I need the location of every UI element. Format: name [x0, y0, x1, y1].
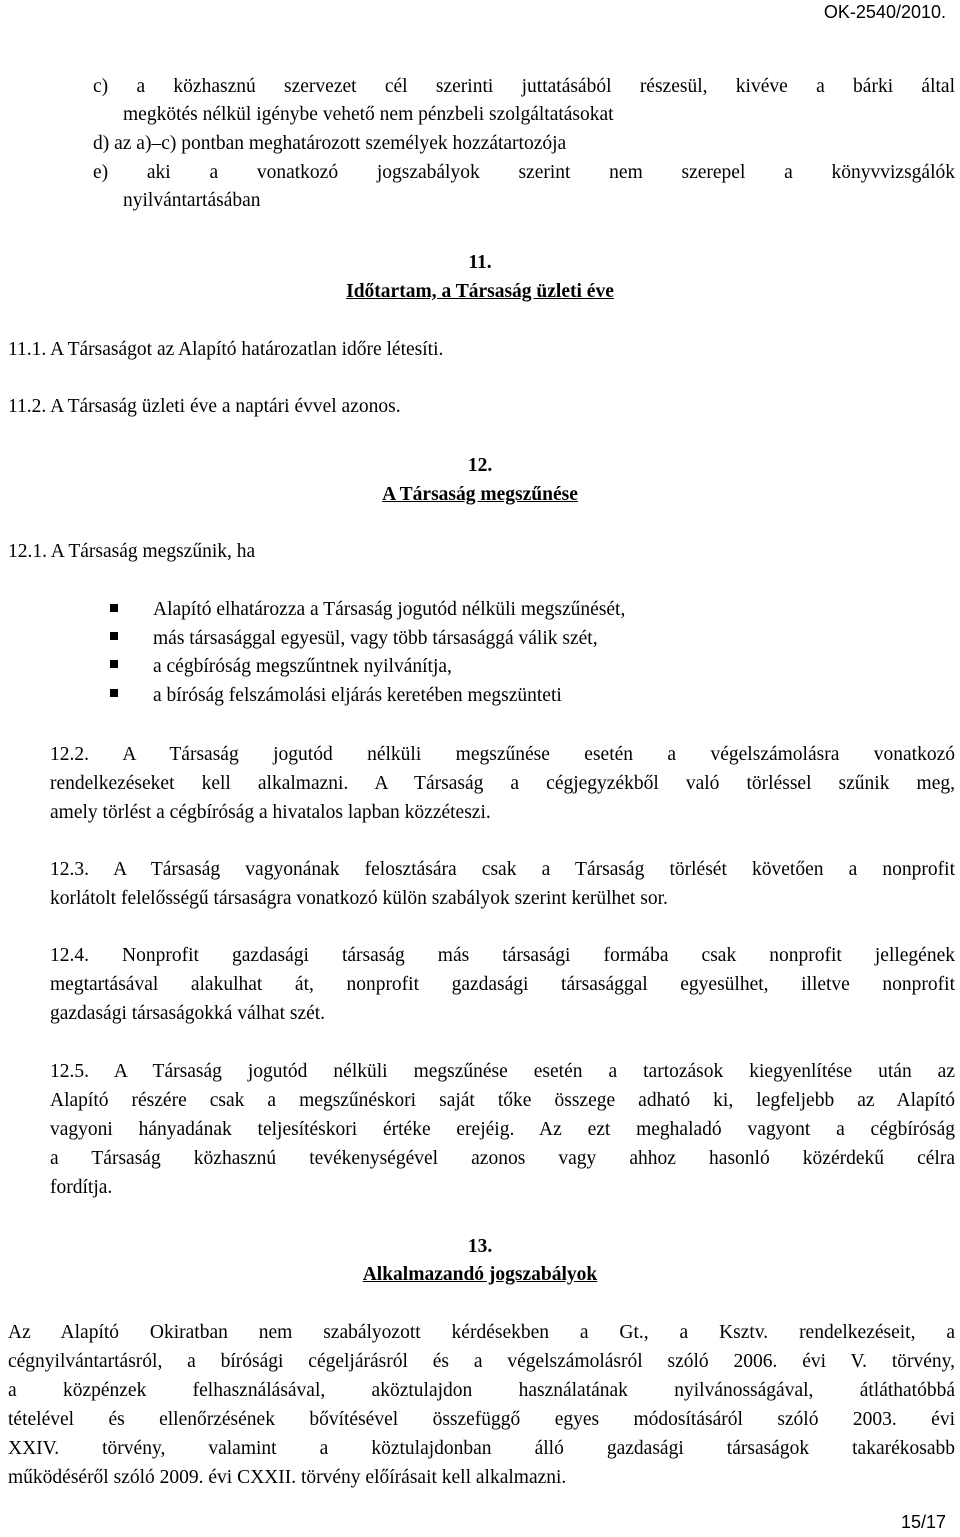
list-item-c-line2: megkötés nélkül igénybe vehető nem pénzbeli szolgáltatásokat [123, 104, 614, 125]
paragraph-13-line: működéséről szóló 2009. évi CXXII. törvény előírásait kell alkalmazni. [8, 1467, 567, 1488]
section-12-number: 12. [467, 455, 493, 476]
bullet-square-icon [110, 604, 118, 612]
paragraph-12-3-line: 12.3. A Társaság vagyonának felosztására csak a Társaság törlését követően a nonprofit [50, 859, 955, 880]
paragraph-12-5-line: Alapító részére csak a megszűnéskori saját tőke összege adható ki, legfeljebb az Alapító [50, 1090, 955, 1111]
page-number: 15/17 [900, 1512, 946, 1532]
bullet-item: a cégbíróság megszűntnek nyilvánítja, [153, 656, 452, 677]
paragraph-12-4-line: megtartásával alakulhat át, nonprofit gazdasági társasággal egyesülhet, illetve nonprofit [50, 974, 955, 995]
paragraph-12-5-line: fordítja. [50, 1177, 113, 1198]
section-11-title: Időtartam, a Társaság üzleti éve [346, 281, 614, 302]
list-item-e-line1: e) aki a vonatkozó jogszabályok szerint nem szerepel a könyvvizsgálók [93, 162, 955, 183]
paragraph-13-line: Az Alapító Okiratban nem szabályozott kérdésekben a Gt., a Ksztv. rendelkezéseit, a [8, 1322, 955, 1343]
section-12-title: A Társaság megszűnése [382, 484, 578, 505]
list-item-c-line1: c) a közhasznú szervezet cél szerinti juttatásából részesül, kivéve a bárki által [93, 76, 955, 97]
bullet-item: Alapító elhatározza a Társaság jogutód nélküli megszűnését, [153, 599, 626, 620]
bullet-item: a bíróság felszámolási eljárás keretében megszünteti [153, 685, 562, 706]
list-item-d: d) az a)–c) pontban meghatározott személyek hozzátartozója [93, 133, 567, 154]
paragraph-12-3-line: korlátolt felelősségű társaságra vonatkozó külön szabályok szerint kerülhet sor. [50, 888, 668, 909]
bullet-square-icon [110, 689, 118, 697]
bullet-square-icon [110, 660, 118, 668]
paragraph-13-line: a közpénzek felhasználásával, aköztulajdon használatának nyilvánosságával, átláthatóbbá [8, 1380, 955, 1401]
section-13-number: 13. [467, 1236, 493, 1257]
section-11-number: 11. [468, 252, 492, 273]
paragraph-12-2-line: rendelkezéseket kell alkalmazni. A Társaság a cégjegyzékből való törléssel szűnik meg, [50, 773, 955, 794]
paragraph-11-2: 11.2. A Társaság üzleti éve a naptári évvel azonos. [8, 396, 401, 417]
paragraph-12-1-intro: 12.1. A Társaság megszűnik, ha [8, 541, 256, 562]
paragraph-12-4-line: 12.4. Nonprofit gazdasági társaság más társasági formába csak nonprofit jellegének [50, 945, 955, 966]
paragraph-12-5-line: 12.5. A Társaság jogutód nélküli megszűnése esetén a tartozások kiegyenlítése után az [50, 1061, 955, 1082]
paragraph-13-line: tételével és ellenőrzésének bővítésével összefüggő egyes módosításáról szóló 2003. évi [8, 1409, 955, 1430]
bullet-item: más társasággal egyesül, vagy több társasággá válik szét, [153, 628, 598, 649]
paragraph-12-2-line: amely törlést a cégbíróság a hivatalos lapban közzéteszi. [50, 802, 491, 823]
list-item-e-line2: nyilvántartásában [123, 190, 261, 211]
paragraph-13-line: XXIV. törvény, valamint a köztulajdonban álló gazdasági társaságok takarékosabb [8, 1438, 955, 1459]
bullet-square-icon [110, 632, 118, 640]
document-id: OK-2540/2010. [823, 2, 946, 22]
paragraph-12-5-line: a Társaság közhasznú tevékenységével azonos vagy ahhoz hasonló közérdekű célra [50, 1148, 955, 1169]
paragraph-12-4-line: gazdasági társaságokká válhat szét. [50, 1003, 326, 1024]
paragraph-11-1: 11.1. A Társaságot az Alapító határozatlan időre létesíti. [8, 339, 444, 360]
paragraph-13-line: cégnyilvántartásról, a bírósági cégeljárásról és a végelszámolásról szóló 2006. évi V. törvény, [8, 1351, 955, 1372]
paragraph-12-5-line: vagyoni hányadának teljesítéskori értéke erejéig. Az ezt meghaladó vagyont a cégbíróság [50, 1119, 955, 1140]
paragraph-12-2-line: 12.2. A Társaság jogutód nélküli megszűnése esetén a végelszámolásra vonatkozó [50, 744, 955, 765]
section-13-title: Alkalmazandó jogszabályok [362, 1264, 598, 1285]
